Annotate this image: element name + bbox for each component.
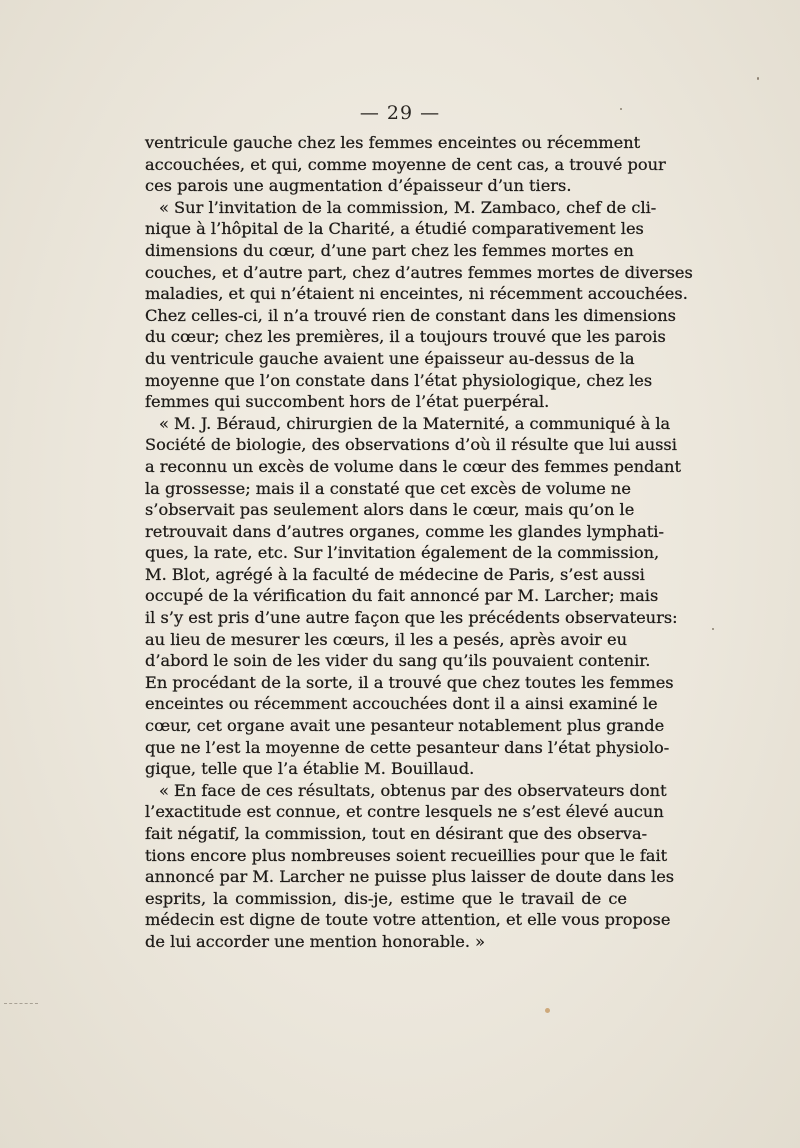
text-line: occupé de la vérification du fait annoncé par M. Larcher; mais [145,586,659,606]
edge-mark [4,1003,38,1006]
paper-speck [620,108,622,110]
text-line: du ventricule gauche avaient une épaisseur au-dessus de la [145,348,635,368]
text-line: la grossesse; mais il a constaté que cet excès de volume ne [145,478,631,498]
text-line: d’abord le soin de les vider du sang qu’ils pouvaient contenir. [145,651,651,671]
text-line: de lui accorder une mention honorable. » [145,931,486,951]
text-line: maladies, et qui n’étaient ni enceintes, ni récemment accouchées. [145,284,688,304]
text-line: accouchées, et qui, comme moyenne de cent cas, a trouvé pour [145,154,666,174]
body-text [145,132,693,953]
text-line: enceintes ou récemment accouchées dont il a ainsi examiné le [145,694,658,714]
text-line: que ne l’est la moyenne de cette pesanteur dans l’état physiolo- [145,737,670,757]
text-line: du cœur; chez les premières, il a toujours trouvé que les parois [145,327,666,347]
text-line: médecin est digne de toute votre attention, et elle vous propose [145,910,671,930]
text-line: au lieu de mesurer les cœurs, il les a pesés, après avoir eu [145,629,628,649]
text-line: ces parois une augmentation d’épaisseur d’un tiers. [145,176,572,196]
text-line: fait négatif, la commission, tout en désirant que des observa- [145,824,648,843]
text-line: Chez celles-ci, il n’a trouvé rien de constant dans les dimensions [145,305,676,325]
text-line: s’observait pas seulement alors dans le cœur, mais qu’on le [145,500,635,520]
text-line: gique, telle que l’a établie M. Bouillaud. [145,759,475,779]
text-line: « En face de ces résultats, obtenus par des observateurs dont [159,780,667,800]
text-line: retrouvait dans d’autres organes, comme les glandes lymphati- [145,521,664,541]
text-line: moyenne que l’on constate dans l’état physiologique, chez les [145,370,653,390]
text-line: nique à l’hôpital de la Charité, a étudié comparativement les [145,219,644,239]
text-line: esprits, la commission, dis-je, estime que le travail de ce [145,888,627,908]
text-line: ventricule gauche chez les femmes enceintes ou récemment [145,133,641,152]
text-line: femmes qui succombent hors de l’état puerpéral. [145,392,550,412]
text-line: M. Blot, agrégé à la faculté de médecine de Paris, s’est aussi [145,564,645,584]
text-line: l’exactitude est connue, et contre lesquels ne s’est élevé aucun [145,802,664,822]
text-line: cœur, cet organe avait une pesanteur notablement plus grande [145,716,665,736]
text-line: annoncé par M. Larcher ne puisse plus laisser de doute dans les [145,867,675,887]
text-line: Société de biologie, des observations d’où il résulte que lui aussi [145,435,677,455]
paper-speck [757,77,759,80]
text-line: a reconnu un excès de volume dans le cœur des femmes pendant [145,456,681,476]
text-line: tions encore plus nombreuses soient recueillies pour que le fait [145,845,668,865]
text-line: En procédant de la sorte, il a trouvé que chez toutes les femmes [145,672,674,692]
paper-stain [545,1008,550,1013]
text-line: « Sur l’invitation de la commission, M. Zambaco, chef de cli- [159,197,657,217]
text-line: couches, et d’autre part, chez d’autres femmes mortes de diverses [145,262,693,282]
text-line: « M. J. Béraud, chirurgien de la Maternité, a communiqué à la [159,413,671,433]
text-line: il s’y est pris d’une autre façon que les précédents observateurs: [145,608,678,628]
text-line: dimensions du cœur, d’une part chez les femmes mortes en [145,240,634,260]
paper-speck [712,628,714,630]
text-line: ques, la rate, etc. Sur l’invitation également de la commission, [145,543,660,563]
page-number: — 29 — [359,102,441,124]
